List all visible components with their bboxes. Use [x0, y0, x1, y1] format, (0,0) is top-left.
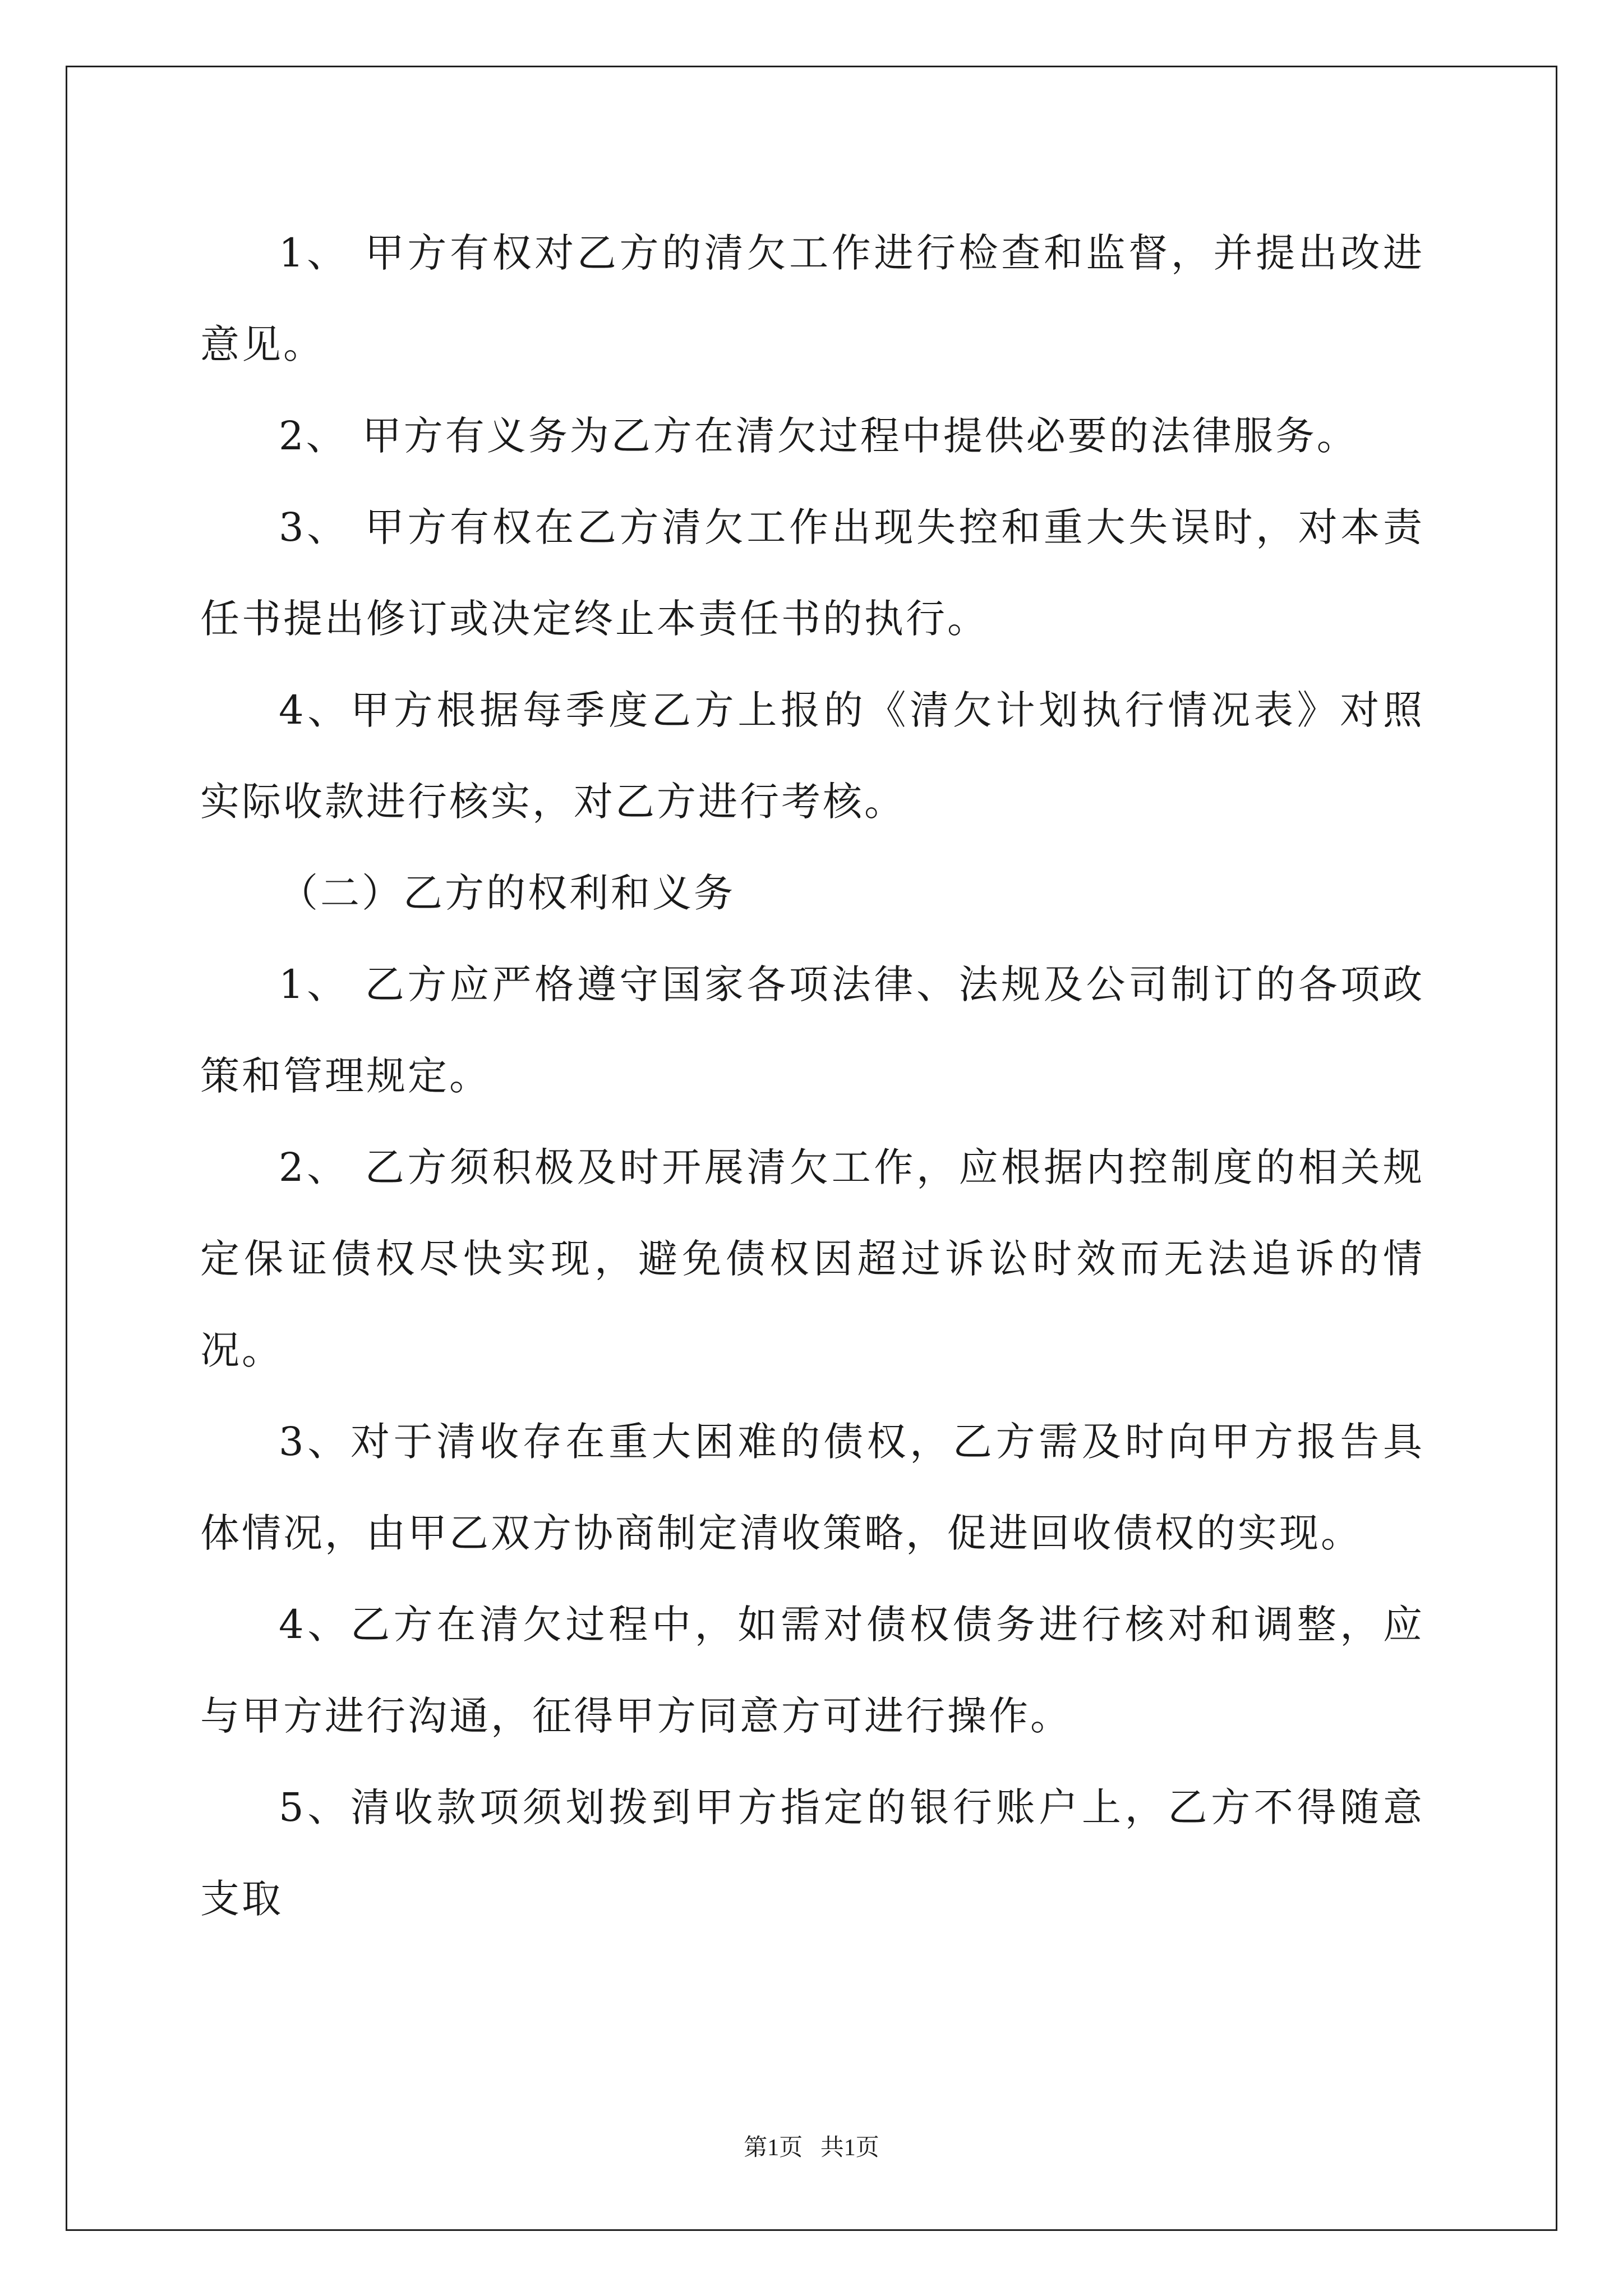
paragraph: 2、 甲方有义务为乙方在清欠过程中提供必要的法律服务。 — [279, 413, 1358, 459]
paragraph: 4、乙方在清欠过程中，如需对债权债务进行核对和调整，应与甲方进行沟通，征得甲方同意方可进行操作。 — [200, 1602, 1424, 1739]
document-body — [200, 208, 1424, 1945]
paragraph: 1、 甲方有权对乙方的清欠工作进行检查和监督，并提出改进意见。 — [200, 230, 1424, 367]
paragraph: 3、 甲方有权在乙方清欠工作出现失控和重大失误时，对本责任书提出修订或决定终止本责任书的执行。 — [200, 504, 1424, 642]
paragraph: 3、对于清收存在重大困难的债权，乙方需及时向甲方报告具体情况，由甲乙双方协商制定清收策略，促进回收债权的实现。 — [200, 1419, 1424, 1556]
paragraph: 2、 乙方须积极及时开展清欠工作，应根据内控制度的相关规定保证债权尽快实现，避免债权因超过诉讼时效而无法追诉的情况。 — [200, 1144, 1424, 1373]
paragraph: 1、 乙方应严格遵守国家各项法律、法规及公司制订的各项政策和管理规定。 — [200, 961, 1424, 1099]
page-number-footer: 第1页 共1页 — [744, 2135, 879, 2161]
section-heading: （二）乙方的权利和义务 — [279, 870, 735, 916]
paragraph: 4、甲方根据每季度乙方上报的《清欠计划执行情况表》对照实际收款进行核实，对乙方进行考核。 — [200, 687, 1424, 825]
paragraph: 5、清收款项须划拨到甲方指定的银行账户上，乙方不得随意支取 — [200, 1784, 1424, 1922]
